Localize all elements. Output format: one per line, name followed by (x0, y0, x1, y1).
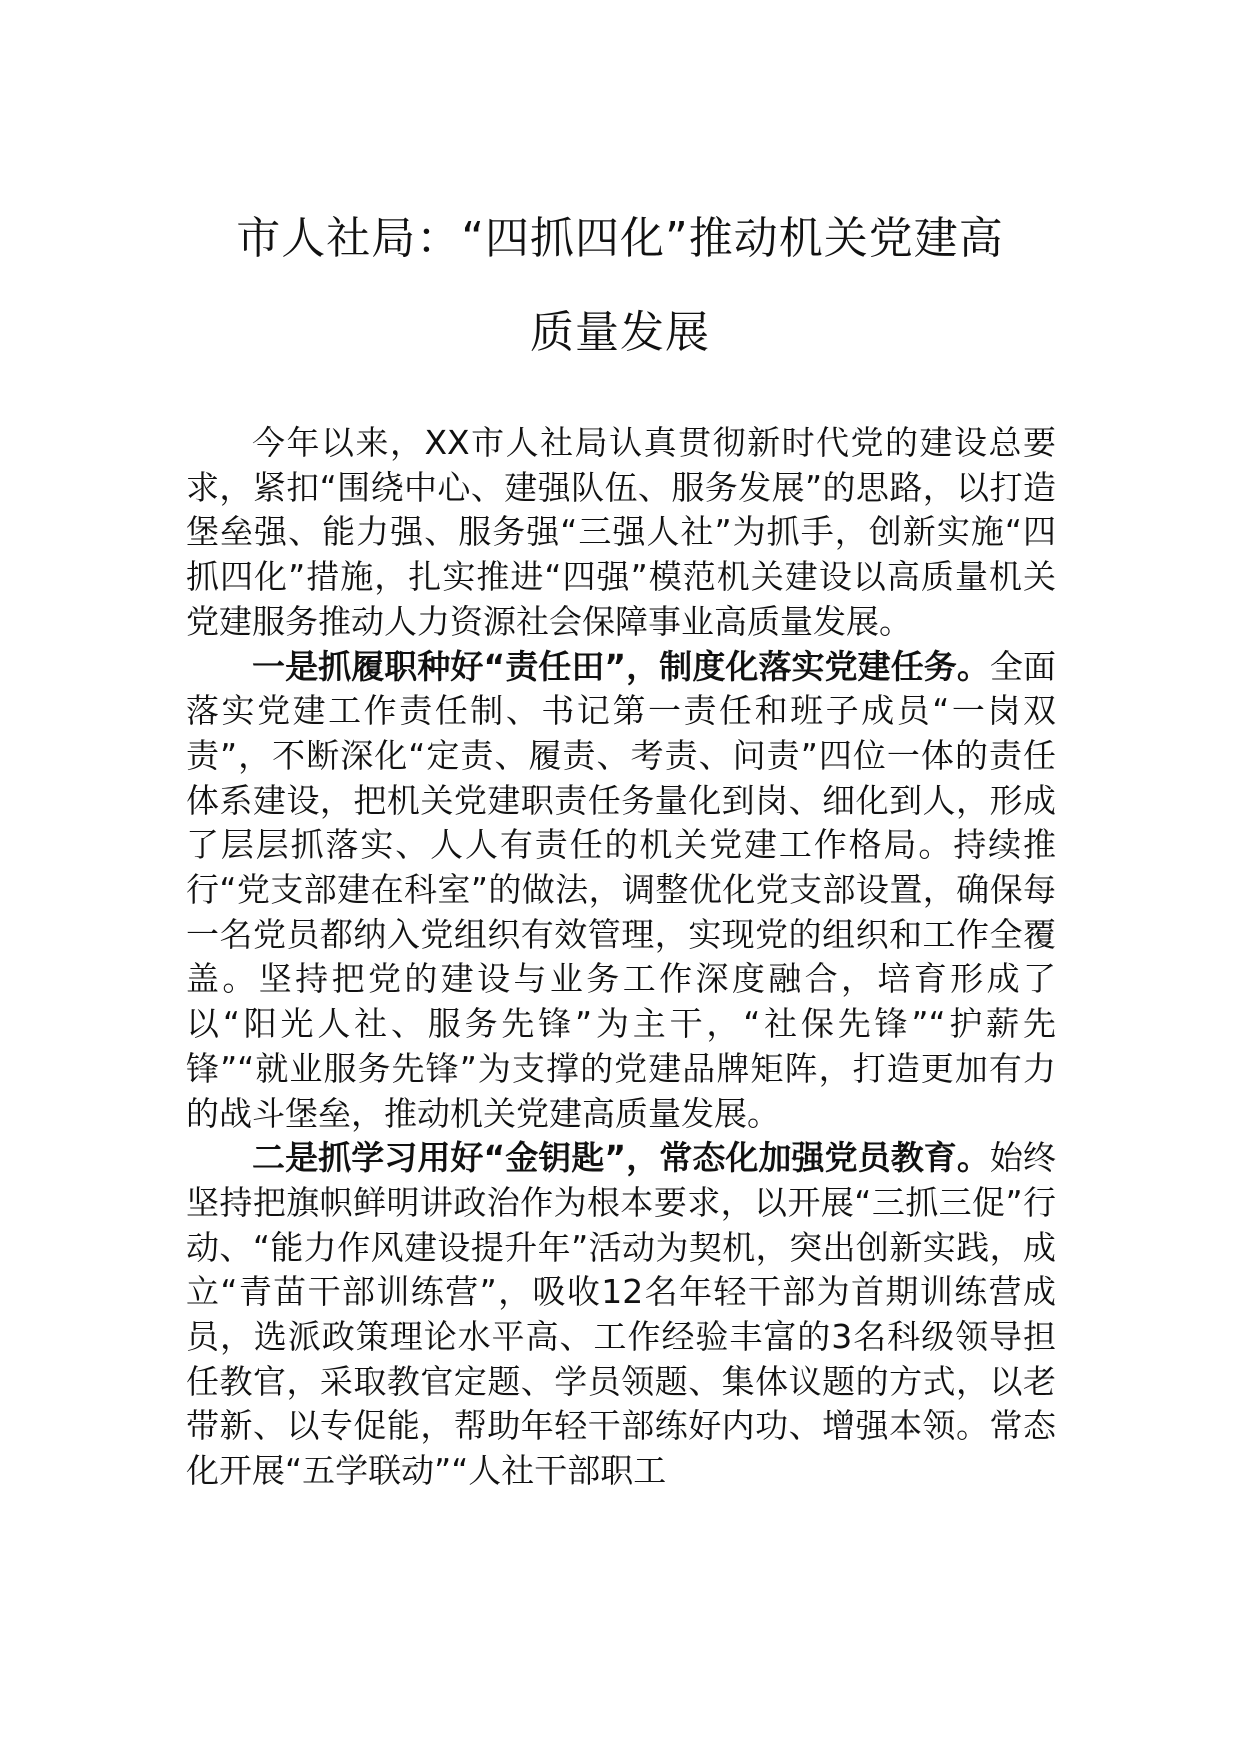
section-2-paragraph (186, 1136, 1056, 1494)
intro-paragraph: 今年以来，XX市人社局认真贯彻新时代党的建设总要求，紧扣“围绕中心、建强队伍、服务发展”的思路，以打造堡垒强、能力强、服务强“三强人社”为抓手，创新实施“四抓四化”措施，扎实推进“四强”模范机关建设以高质量机关党建服务推动人力资源社会保障事业高质量发展。 (186, 423, 1056, 641)
title-line-2: 质量发展 (530, 307, 710, 358)
section-1-heading: 一是抓履职种好“责任田”，制度化落实党建任务。 (252, 646, 990, 686)
section-2-body: 始终坚持把旗帜鲜明讲政治作为根本要求，以开展“三抓三促”行动、“能力作风建设提升年”活动为契机，突出创新实践，成立“青苗干部训练营”，吸收12名年轻干部为首期训练营成员，选派政策理论水平高、工作经验丰富的3名科级领导担任教官，采取教官定题、学员领题、集体议题的方式，以老带新、以专促能，帮助年轻干部练好内功、增强本领。常态化开展“五学联动”“人社干部职工 (186, 1138, 1056, 1491)
document-body (186, 421, 1056, 1494)
section-1-body: 全面落实党建工作责任制、书记第一责任和班子成员“一岗双责”，不断深化“定责、履责、考责、问责”四位一体的责任体系建设，把机关党建职责任务量化到岗、细化到人，形成了层层抓落实、人人有责任的机关党建工作格局。持续推行“党支部建在科室”的做法，调整优化党支部设置，确保每一名党员都纳入党组织有效管理，实现党的组织和工作全覆盖。坚持把党的建设与业务工作深度融合，培育形成了以“阳光人社、服务先锋”为主干，“社保先锋”“护薪先锋”“就业服务先锋”为支撑的党建品牌矩阵，打造更加有力的战斗堡垒，推动机关党建高质量发展。 (186, 646, 1056, 1133)
title-line-1: 市人社局：“四抓四化”推动机关党建高 (236, 213, 1004, 264)
document-title (190, 192, 1050, 380)
section-2-heading: 二是抓学习用好“金钥匙”，常态化加强党员教育。 (252, 1138, 990, 1178)
section-1-paragraph (186, 645, 1056, 1137)
